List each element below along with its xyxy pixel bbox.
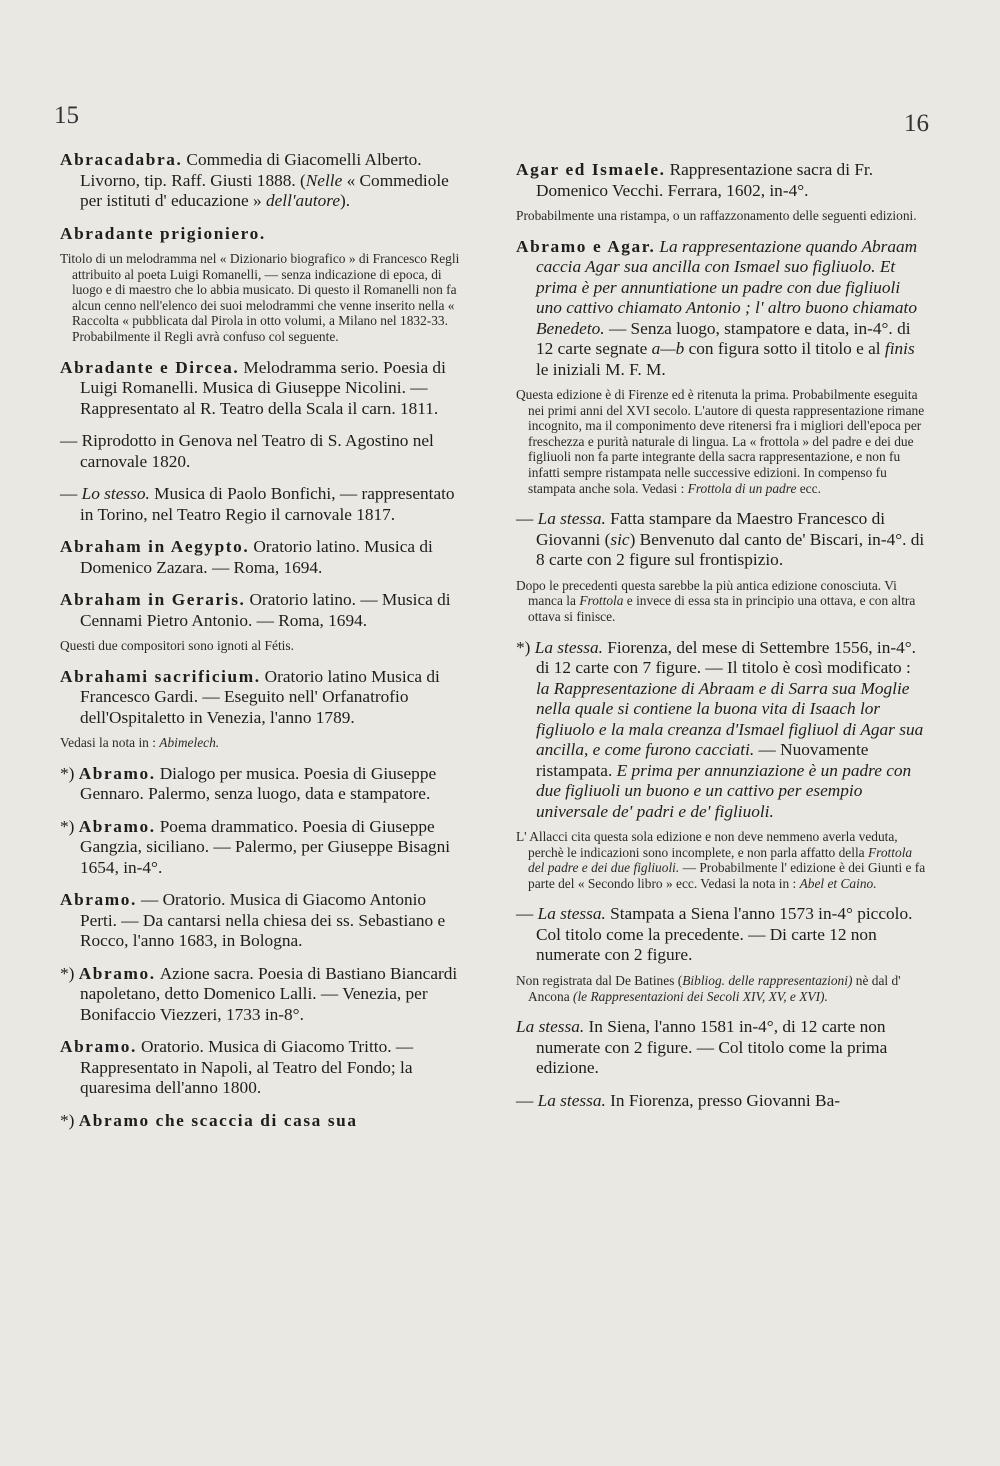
italic-text: E prima per annunziazione è un padre con due figliuoli un buono e un cattivo per esempio universale de' padri e de' figliuoli. xyxy=(536,760,912,821)
entry-lo-stesso xyxy=(60,484,460,525)
entry-text: — Oratorio. Musica di Giacomo Antonio Perti. — Da cantarsi nella chiesa dei ss. Sebastiano e Rocco, l'anno 1683, in Bologna. xyxy=(80,890,446,951)
entry-text: Non registrata dal De Batines ( xyxy=(516,972,683,988)
italic-text: la Rappresentazione di Abraam e di Sarra sua Moglie nella quale si contiene la buona vita di Isaach lor figliuolo e la mala creanza d'Ismael figliuol di Agar sua ancilla, e come furono cacciati. xyxy=(536,678,924,760)
entry-la-stessa-fiorenza xyxy=(516,1091,926,1112)
italic-text: La stessa. xyxy=(537,904,606,924)
asterisk-mark: *) xyxy=(516,637,535,657)
entry-abramo-oratorio-perti xyxy=(60,890,460,952)
entry-text: Titolo di un melodramma nel « Dizionario biografico » di Francesco Regli attribuito al poeta Luigi Romanelli, — senza indicazione di epoca, di luogo e di maestro che lo abbia musicato. Di questo il Romanelli non fa alcun cenno nell'elenco dei suoi melodrammi che venne inserito nella « Raccolta « pubblicata dal Pirola in otto volumi, a Milano nel 1832-33. Probabilmente il Regli avrà confuso col seguente. xyxy=(60,251,460,344)
entry-text: Oratorio latino Musica di Francesco Gardi. — Eseguito nell' Orfanatrofio dell'Ospitaletto in Venezia, l'anno 1789. xyxy=(80,666,440,727)
italic-text: La stessa. xyxy=(534,637,603,657)
entry-la-stessa-siena-1581 xyxy=(516,1017,926,1079)
entry-text: In Siena, l'anno 1581 in-4°, di 12 carte non numerate con 2 figure. — Col titolo come la prima edizione. xyxy=(536,1017,888,1078)
note-note-batines xyxy=(516,973,926,1004)
entry-text: Commedia di Giacomelli Alberto. Livorno, tip. Raff. Giusti 1888. ( xyxy=(80,150,422,190)
left-column xyxy=(60,150,460,1143)
entry-la-stessa-biscari xyxy=(516,509,926,571)
italic-text: La stessa. xyxy=(537,1090,606,1110)
entry-text: Vedasi la nota in : xyxy=(60,735,160,751)
entry-text: e invece di essa sta in principio una ottava, e con altra ottava si finisce. xyxy=(528,593,916,624)
entry-text: — Senza luogo, stampatore e data, in-4°. di 12 carte segnate xyxy=(536,318,911,359)
entry-abramo-dialogo xyxy=(60,764,460,805)
italic-text: La rappresentazione quando Abraam caccia Agar sua ancilla con Ismael suo figliuolo. Et prima è per annuntiatione un padre con due figliuoli uno cattivo chiamato Antonio ; l' altro buono chiamato Benedeto. xyxy=(536,236,918,338)
italic-text: Abel et Caino. xyxy=(799,875,877,891)
italic-text: (le Rappresentazioni dei Secoli XIV, XV, e XVI). xyxy=(573,988,828,1004)
asterisk-mark: *) xyxy=(60,963,79,983)
entry-abracadabra xyxy=(60,150,460,212)
note-note-fetis xyxy=(60,638,460,654)
entry-abradante-prigioniero xyxy=(60,224,460,245)
entry-agar-ismaele xyxy=(516,160,926,201)
entry-headword: Agar ed Ismaele. xyxy=(516,160,666,179)
italic-text: a—b xyxy=(651,339,685,359)
entry-text: L' Allacci cita questa sola edizione e non deve nemmeno averla veduta, perchè le indicazioni sono incomplete, e non parla affatto della xyxy=(516,829,898,860)
entry-abramo-scaccia xyxy=(60,1111,460,1132)
entry-abraham-aegypto xyxy=(60,537,460,578)
entry-headword: Abracadabra. xyxy=(60,150,183,169)
entry-headword: Abramo. xyxy=(78,816,156,836)
entry-text: Oratorio latino. — Musica di Cennami Pietro Antonio. — Roma, 1694. xyxy=(80,590,451,630)
entry-text: Fiorenza, del mese di Settembre 1556, in-4°. di 12 carte con 7 figure. — Il titolo è così modificato : xyxy=(536,637,917,678)
entry-text: Oratorio latino. Musica di Domenico Zazara. — Roma, 1694. xyxy=(80,537,433,577)
entry-text: Dopo le precedenti questa sarebbe la più antica edizione conosciuta. Vi manca la xyxy=(516,577,897,609)
entry-abramo-tritto xyxy=(60,1037,460,1099)
entry-text: — Riprodotto in Genova nel Teatro di S. Agostino nel carnovale 1820. xyxy=(60,431,434,471)
asterisk-mark: *) xyxy=(60,763,79,783)
italic-text: dell'autore xyxy=(265,191,341,210)
entry-headword: Abramo e Agar. xyxy=(516,236,656,256)
entry-text: Oratorio. Musica di Giacomo Tritto. — Rappresentato in Napoli, al Teatro del Fondo; la quaresima dell'anno 1800. xyxy=(80,1037,414,1098)
entry-abraham-geraris xyxy=(60,590,460,631)
entry-text: Fatta stampare da Maestro Francesco di Giovanni ( xyxy=(536,509,886,549)
entry-text: Poema drammatico. Poesia di Giuseppe Gangzia, siciliano. — Palermo, per Giuseppe Bisagni 1654, in-4°. xyxy=(80,816,451,877)
entry-headword: Abradante prigioniero. xyxy=(60,223,266,243)
entry-text: ). xyxy=(340,191,351,210)
italic-text: sic xyxy=(610,529,630,549)
note-note-abimelech xyxy=(60,735,460,751)
entry-text: Questa edizione è di Firenze ed è ritenuta la prima. Probabilmente eseguita nei primi anni del XVI secolo. L'autore di questa rappresentazione rimane incognito, ma il componimento deve ritenersi fra i migliori dell'epoca per freschezza e purità naturale di lingua. La « frottola » del padre e dei due figliuoli non fa parte integrante della sacra rappresentazione, e non fu infatti sempre ristampata nelle successive edizioni. In compenso fu stampata anche sola. Vedasi : xyxy=(516,387,925,496)
page-number-left: 15 xyxy=(54,102,79,129)
page-number-right: 16 xyxy=(904,110,929,137)
entry-text: — Nuovamente ristampata. xyxy=(536,740,869,780)
italic-text: La stessa. xyxy=(537,509,606,529)
entry-abramo-agar xyxy=(516,237,926,381)
italic-text: La stessa. xyxy=(516,1017,585,1037)
entry-la-stessa-1556 xyxy=(516,638,926,823)
italic-text: Lo stesso. xyxy=(81,484,150,504)
dash-mark: — xyxy=(516,904,538,924)
entry-abramo-azione xyxy=(60,964,460,1026)
entry-headword: Abraham in Geraris. xyxy=(60,590,246,610)
entry-headword: Abramo. xyxy=(60,890,137,910)
italic-text: Abimelech. xyxy=(159,735,220,751)
entry-abradante-dircea xyxy=(60,358,460,420)
entry-headword: Abradante e Dircea. xyxy=(60,357,240,377)
entry-text: Azione sacra. Poesia di Bastiano Biancardi napoletano, detto Domenico Lalli. — Venezia, per Bonifaccio Viezzeri, 1733 in-8°. xyxy=(80,963,458,1024)
entry-text: In Fiorenza, presso Giovanni Ba- xyxy=(605,1090,840,1110)
entry-text: Musica di Paolo Bonfichi, — rappresentato in Torino, nel Teatro Regio il carnovale 1817. xyxy=(80,484,455,524)
dash-mark: — xyxy=(516,509,538,529)
entry-abrahami-sacrificium xyxy=(60,667,460,729)
note-note-abradante xyxy=(60,251,460,345)
note-note-firenze xyxy=(516,387,926,496)
entry-riprodotto-genova xyxy=(60,431,460,472)
entry-text: — Probabilmente l' edizione è dei Giunti e fa parte del « Secondo libro » ecc. Vedasi la nota in : xyxy=(528,860,926,891)
note-note-agar xyxy=(516,208,926,224)
italic-text: Frottola del padre e dei due figliuoli. xyxy=(528,844,913,876)
entry-text: Questi due compositori sono ignoti al Fétis. xyxy=(60,638,294,654)
entry-text: Dialogo per musica. Poesia di Giuseppe Gennaro. Palermo, senza luogo, data e stampatore. xyxy=(80,763,437,804)
entry-headword: Abramo. xyxy=(60,1037,137,1057)
italic-text: Frottola di un padre xyxy=(687,480,797,496)
dash-mark: — xyxy=(60,484,82,504)
italic-text: finis xyxy=(884,339,915,359)
entry-text: Melodramma serio. Poesia di Luigi Romanelli. Musica di Giuseppe Nicolini. — Rappresentato al R. Teatro della Scala il carn. 1811. xyxy=(80,357,446,418)
entry-text: le iniziali M. F. M. xyxy=(536,359,666,379)
entry-headword: Abramo. xyxy=(78,963,156,983)
entry-text: Probabilmente una ristampa, o un raffazzonamento delle seguenti edizioni. xyxy=(516,208,917,223)
dash-mark: — xyxy=(516,1090,538,1110)
entry-text: Rappresentazione sacra di Fr. Domenico Vecchi. Ferrara, 1602, in-4°. xyxy=(536,160,874,200)
italic-text: Frottola xyxy=(579,593,624,609)
asterisk-mark: *) xyxy=(60,1110,79,1130)
entry-text: « Commediole per istituti d' educazione » xyxy=(80,170,449,210)
entry-abramo-poema xyxy=(60,817,460,879)
italic-text: Bibliog. delle rappresentazioni) xyxy=(682,972,853,988)
entry-headword: Abramo. xyxy=(78,763,156,783)
entry-headword: Abramo che scaccia di casa sua xyxy=(78,1110,358,1130)
entry-text: con figura sotto il titolo e al xyxy=(684,339,885,359)
entry-headword: Abraham in Aegypto. xyxy=(60,537,250,557)
entry-headword: Abrahami sacrificium. xyxy=(60,666,261,686)
note-note-allacci xyxy=(516,829,926,891)
entry-text: nè dal d' Ancona xyxy=(528,972,901,1004)
entry-text: ecc. xyxy=(796,480,821,496)
entry-la-stessa-siena-1573 xyxy=(516,904,926,966)
entry-text: Stampata a Siena l'anno 1573 in-4° piccolo. Col titolo come la precedente. — Di carte 12 non numerate con 2 figure. xyxy=(536,904,913,965)
note-note-dopo xyxy=(516,578,926,625)
right-column xyxy=(516,160,926,1123)
entry-text: ) Benvenuto dal canto de' Biscari, in-4°. di 8 carte con 2 figure sul frontispizio. xyxy=(536,529,925,570)
italic-text: Nelle xyxy=(305,170,343,190)
asterisk-mark: *) xyxy=(60,816,79,836)
